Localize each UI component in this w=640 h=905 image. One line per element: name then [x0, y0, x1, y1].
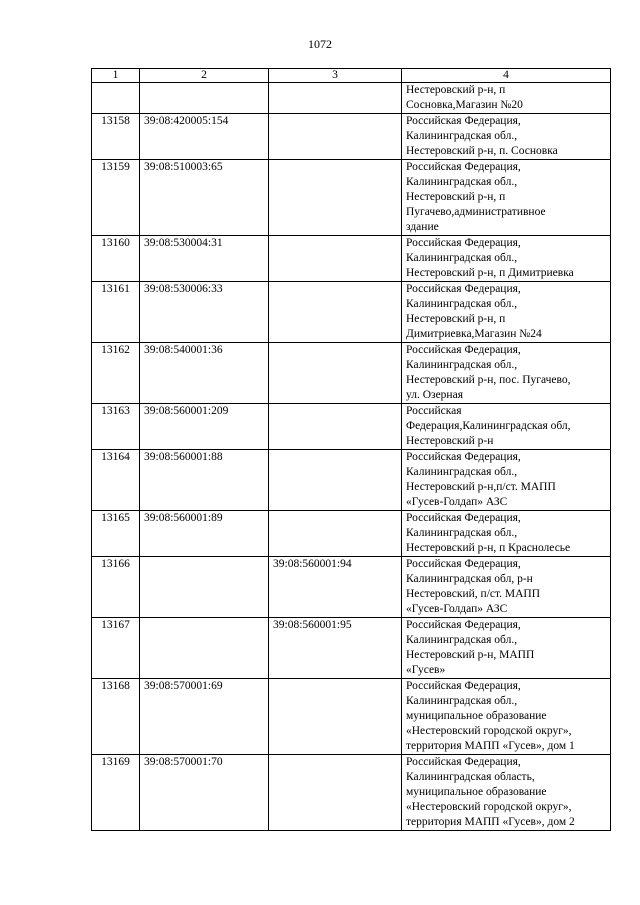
address-line: Российская Федерация,	[406, 344, 521, 356]
row-number-cell: 13163	[92, 404, 140, 450]
address-line: территория МАПП «Гусев», дом 2	[406, 816, 575, 828]
address-line: Калининградская обл.,	[406, 252, 518, 264]
table-row	[92, 679, 611, 755]
address-line: Калининградская обл.,	[406, 176, 518, 188]
address-line: Российская Федерация,	[406, 115, 521, 127]
cadastral-number-alt-cell	[269, 114, 402, 160]
address-cell	[402, 160, 611, 236]
address-cell	[402, 755, 611, 831]
row-number-cell: 13169	[92, 755, 140, 831]
cadastral-number-cell: 39:08:510003:65	[140, 160, 269, 236]
row-number-cell: 13167	[92, 618, 140, 679]
address-line: Российская Федерация,	[406, 619, 521, 631]
address-line: Димитриевка,Магазин №24	[406, 328, 542, 340]
cadastral-number-alt-cell	[269, 404, 402, 450]
address-line: «Нестеровский городской округ»,	[406, 725, 572, 737]
address-line: Российская Федерация,	[406, 237, 521, 249]
address-line: Российская Федерация,	[406, 161, 521, 173]
row-number-cell: 13159	[92, 160, 140, 236]
address-line: Российская Федерация,	[406, 512, 521, 524]
address-line: Российская Федерация,	[406, 283, 521, 295]
address-line: Калининградская обл.,	[406, 359, 518, 371]
address-line: «Гусев»	[406, 664, 446, 676]
address-line: Нестеровский р-н, п Краснолесье	[406, 542, 571, 554]
address-cell	[402, 282, 611, 343]
address-line: Калининградская обл.,	[406, 298, 518, 310]
address-cell	[402, 83, 611, 114]
column-header-3: 3	[269, 69, 402, 83]
address-cell	[402, 450, 611, 511]
address-line: Нестеровский р-н, п Димитриевка	[406, 267, 574, 279]
address-line: Пугачево,административное	[406, 206, 546, 218]
cadastral-number-alt-cell	[269, 160, 402, 236]
row-number-cell: 13168	[92, 679, 140, 755]
address-line: Калининградская обл.,	[406, 634, 518, 646]
table-row	[92, 343, 611, 404]
table-row	[92, 282, 611, 343]
address-line: Нестеровский р-н, МАПП	[406, 649, 535, 661]
table-body	[92, 83, 611, 831]
address-line: Калининградская обл, р-н	[406, 573, 533, 585]
table-row	[92, 160, 611, 236]
cadastral-number-cell: 39:08:530004:31	[140, 236, 269, 282]
cadastral-number-cell	[140, 618, 269, 679]
address-line: Российская Федерация,	[406, 451, 521, 463]
address-line: Нестеровский, п/ст. МАПП	[406, 588, 541, 600]
row-number-cell: 13160	[92, 236, 140, 282]
cadastral-number-cell: 39:08:530006:33	[140, 282, 269, 343]
cadastral-number-alt-cell	[269, 83, 402, 114]
cadastral-number-cell	[140, 83, 269, 114]
address-line: Калининградская обл.,	[406, 466, 518, 478]
cadastral-number-alt-cell: 39:08:560001:95	[269, 618, 402, 679]
column-header-4: 4	[402, 69, 611, 83]
table-row	[92, 557, 611, 618]
address-line: «Гусев-Голдап» АЗС	[406, 496, 508, 508]
address-line: Калининградская обл.,	[406, 527, 518, 539]
cadastral-number-cell: 39:08:570001:69	[140, 679, 269, 755]
address-line: Нестеровский р-н	[406, 435, 494, 447]
address-cell	[402, 404, 611, 450]
table-row	[92, 83, 611, 114]
address-line: Федерация,Калининградская обл,	[406, 420, 571, 432]
cadastral-number-alt-cell	[269, 236, 402, 282]
cadastral-number-cell: 39:08:540001:36	[140, 343, 269, 404]
table-row	[92, 236, 611, 282]
table-row	[92, 404, 611, 450]
address-line: Российская Федерация,	[406, 680, 521, 692]
address-line: Нестеровский р-н,п/ст. МАПП	[406, 481, 556, 493]
row-number-cell: 13164	[92, 450, 140, 511]
address-cell	[402, 343, 611, 404]
address-line: Калининградская обл.,	[406, 695, 518, 707]
address-line: ул. Озерная	[406, 389, 463, 401]
address-line: Российская	[406, 405, 462, 417]
cadastral-number-cell: 39:08:560001:88	[140, 450, 269, 511]
column-header-1: 1	[92, 69, 140, 83]
address-line: Сосновка,Магазин №20	[406, 99, 523, 111]
row-number-cell	[92, 83, 140, 114]
cadastral-number-cell: 39:08:570001:70	[140, 755, 269, 831]
row-number-cell: 13166	[92, 557, 140, 618]
address-cell	[402, 557, 611, 618]
address-line: Российская Федерация,	[406, 558, 521, 570]
row-number-cell: 13158	[92, 114, 140, 160]
cadastral-number-alt-cell	[269, 755, 402, 831]
row-number-cell: 13165	[92, 511, 140, 557]
address-line: Российская Федерация,	[406, 756, 521, 768]
address-line: Калининградская обл.,	[406, 130, 518, 142]
table-row	[92, 618, 611, 679]
table-row	[92, 511, 611, 557]
address-line: территория МАПП «Гусев», дом 1	[406, 740, 575, 752]
cadastral-number-cell: 39:08:420005:154	[140, 114, 269, 160]
address-line: Нестеровский р-н, п	[406, 191, 506, 203]
address-cell	[402, 679, 611, 755]
cadastral-number-cell: 39:08:560001:89	[140, 511, 269, 557]
address-line: муниципальное образование	[406, 786, 547, 798]
table-row	[92, 755, 611, 831]
address-line: Нестеровский р-н, пос. Пугачево,	[406, 374, 571, 386]
address-cell	[402, 236, 611, 282]
address-line: Калининградская область,	[406, 771, 535, 783]
address-line: Нестеровский р-н, п. Сосновка	[406, 145, 558, 157]
row-number-cell: 13161	[92, 282, 140, 343]
cadastral-number-alt-cell	[269, 450, 402, 511]
table-row	[92, 450, 611, 511]
page-number: 1072	[308, 37, 332, 51]
address-cell	[402, 618, 611, 679]
table-header-row	[92, 69, 611, 83]
column-header-2: 2	[140, 69, 269, 83]
registry-table	[91, 68, 611, 831]
address-line: муниципальное образование	[406, 710, 547, 722]
cadastral-number-alt-cell	[269, 343, 402, 404]
address-line: здание	[406, 221, 439, 233]
table-row	[92, 114, 611, 160]
row-number-cell: 13162	[92, 343, 140, 404]
cadastral-number-cell: 39:08:560001:209	[140, 404, 269, 450]
cadastral-number-cell	[140, 557, 269, 618]
cadastral-number-alt-cell	[269, 282, 402, 343]
address-line: «Нестеровский городской округ»,	[406, 801, 572, 813]
cadastral-number-alt-cell	[269, 511, 402, 557]
address-cell	[402, 511, 611, 557]
cadastral-number-alt-cell	[269, 679, 402, 755]
address-line: Нестеровский р-н, п	[406, 84, 506, 96]
cadastral-number-alt-cell: 39:08:560001:94	[269, 557, 402, 618]
address-cell	[402, 114, 611, 160]
address-line: Нестеровский р-н, п	[406, 313, 506, 325]
address-line: «Гусев-Голдап» АЗС	[406, 603, 508, 615]
